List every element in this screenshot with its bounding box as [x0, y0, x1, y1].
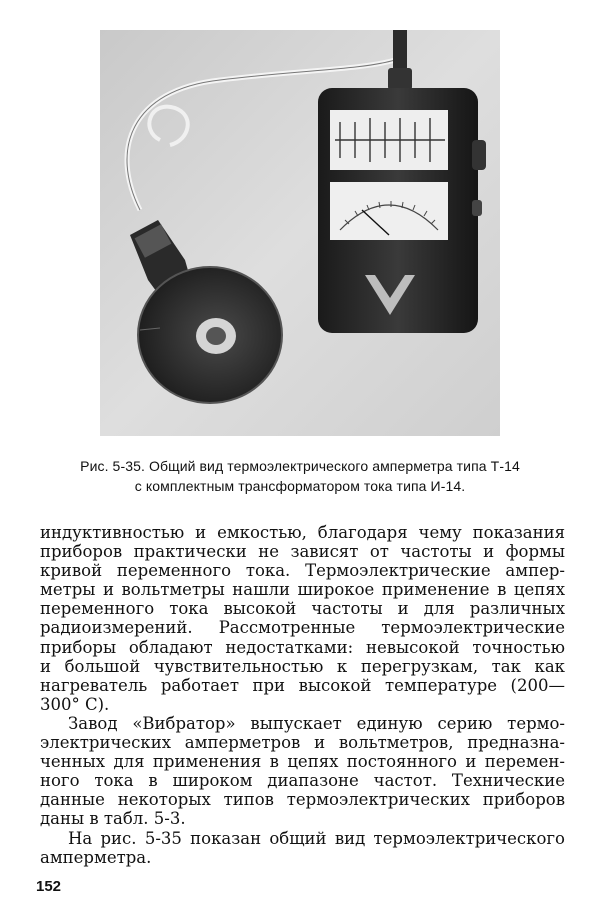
body-text [40, 523, 565, 867]
dial-window [330, 182, 448, 240]
side-knob [472, 140, 486, 170]
text-line: ного тока в широком диапазоне частот. Технические [40, 771, 565, 791]
text-line: индуктивностью и емкостью, благодаря чему показания [40, 523, 565, 542]
text-line: даны в табл. 5-3. [40, 809, 186, 829]
text-line: и большой чувствительностью к перегрузкам, так как [40, 656, 565, 676]
plug-base [388, 68, 412, 90]
figure-caption [40, 456, 560, 496]
plug-top [393, 30, 407, 70]
text-line: ченных для применения в цепях постоянного и перемен- [40, 752, 565, 772]
caption-line-1: Рис. 5-35. Общий вид термоэлектрического амперметра типа Т-14 [80, 458, 520, 474]
text-line: метры и вольтметры нашли широкое применение в цепях [40, 580, 565, 600]
page-number: 152 [36, 878, 62, 895]
text-line: переменного тока высокой частоты и для различных [40, 599, 565, 619]
disc-center-hole [206, 327, 226, 345]
text-line: приборы обладают недостатками: невысокой точностью [40, 637, 565, 657]
text-line: кривой переменного тока. Термоэлектрические ампер- [40, 561, 565, 581]
caption-line-2: с комплектным трансформатором тока типа И-14. [134, 478, 466, 494]
figure-photo [100, 30, 500, 436]
text-line: электрических амперметров и вольтметров, предназна- [40, 733, 565, 753]
text-line: радиоизмерений. Рассмотренные термоэлектрические [40, 618, 565, 638]
text-line: 300° С). [40, 694, 110, 714]
text-line: нагреватель работает при высокой температуре (200— [40, 675, 565, 695]
text-line: На рис. 5-35 показан общий вид термоэлектрического [68, 828, 565, 848]
text-line: данные некоторых типов термоэлектрических приборов [40, 790, 565, 810]
text-line: Завод «Вибратор» выпускает единую серию термо- [68, 713, 565, 733]
text-line: амперметра. [40, 847, 152, 867]
side-terminal [472, 200, 482, 216]
text-line: приборов практически не зависят от частоты и формы [40, 542, 565, 562]
ammeter-photo-illustration [100, 30, 500, 436]
